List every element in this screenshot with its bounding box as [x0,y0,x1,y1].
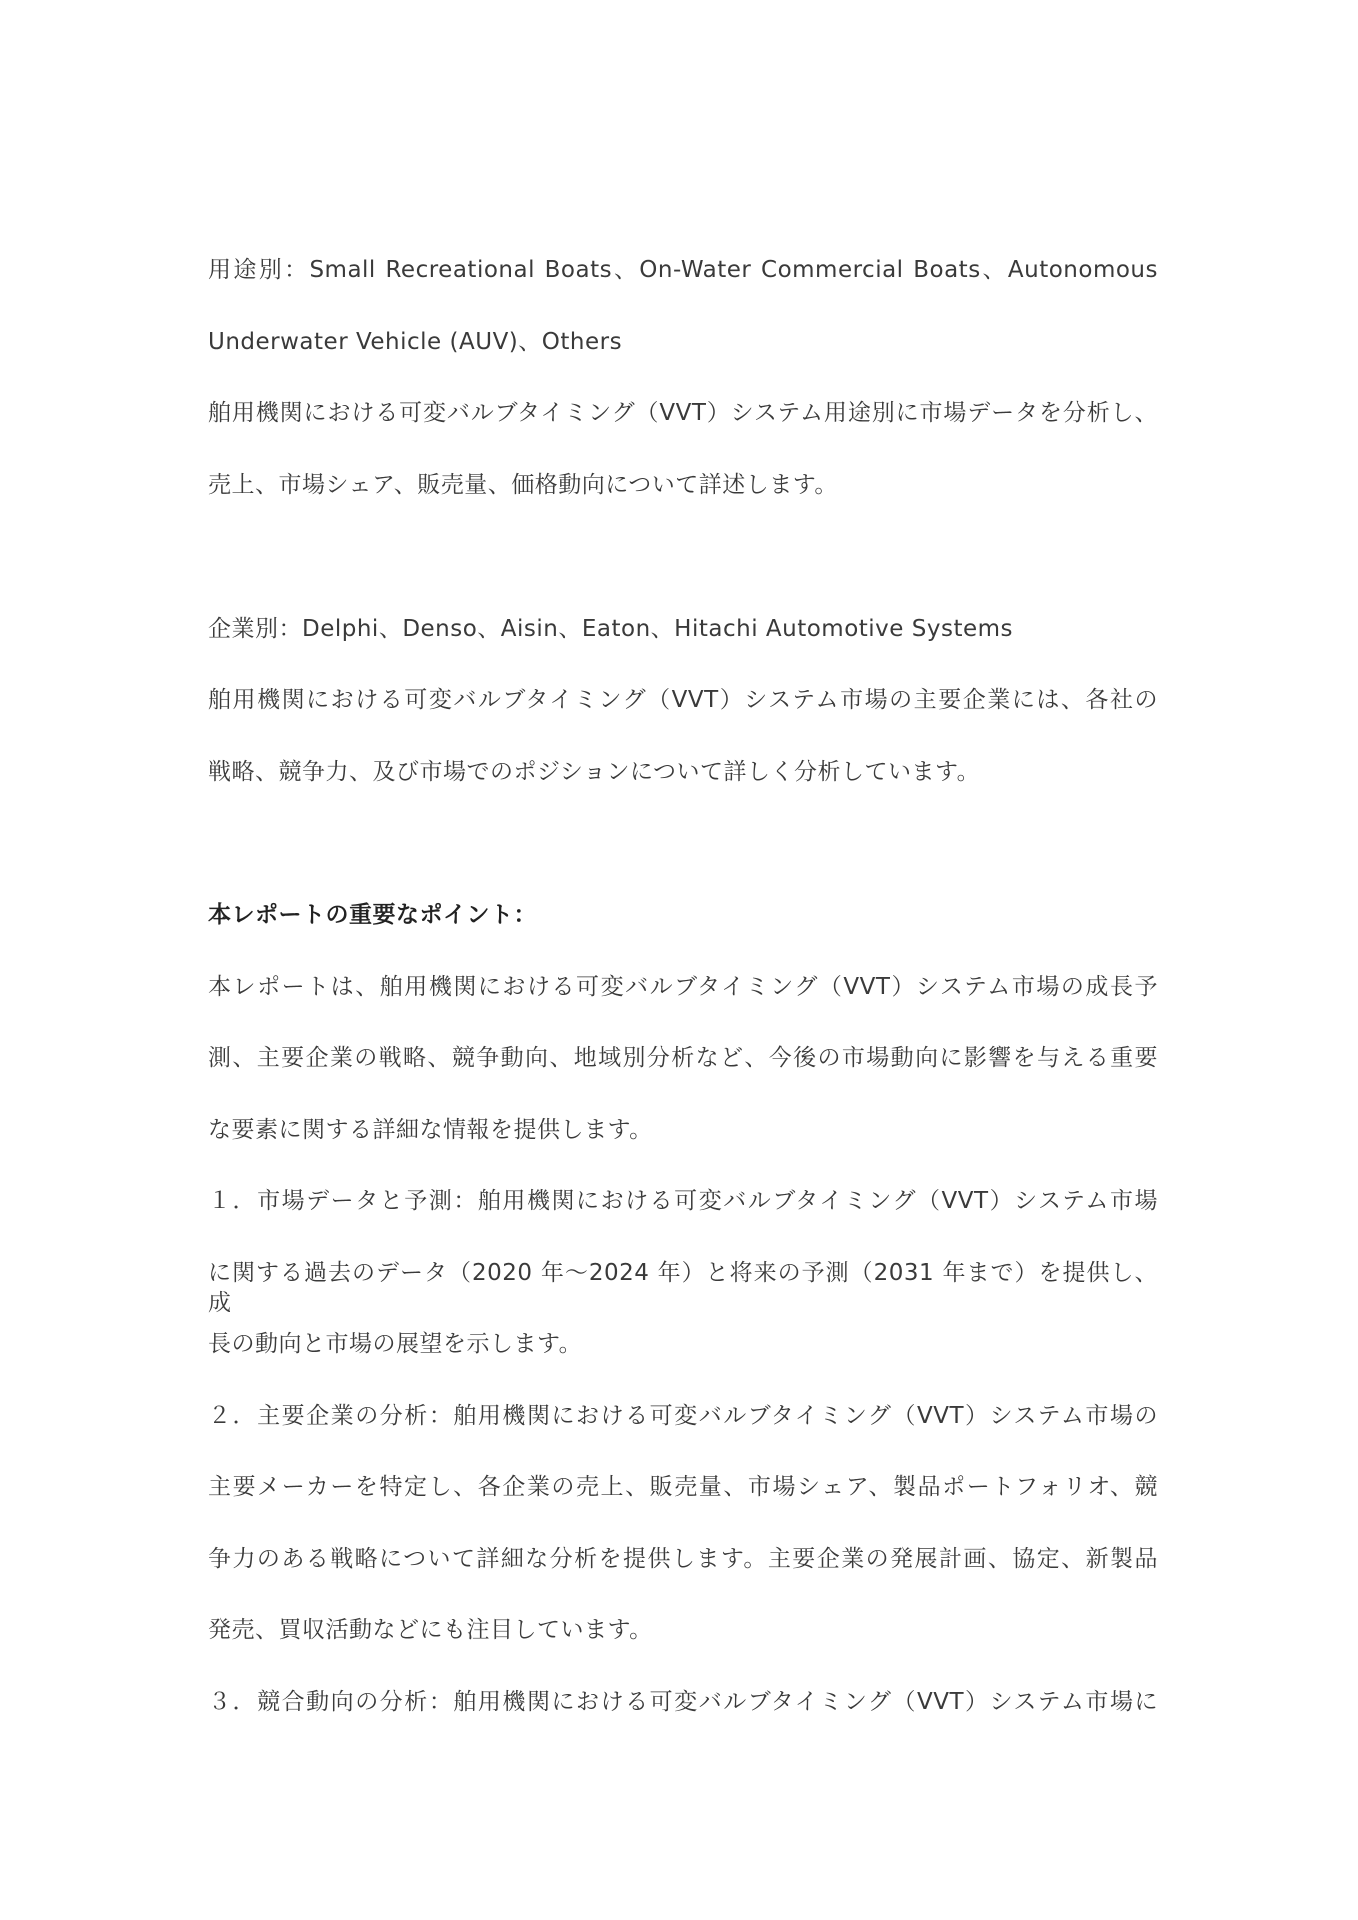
company-segment-line: 企業別：Delphi、Denso、Aisin、Eaton、Hitachi Automotive Systems [208,616,1014,642]
application-description-line-2: 売上、市場シェア、販売量、価格動向について詳述します。 [208,472,838,498]
point-2-line-1: ２．主要企業の分析：舶用機関における可変バルブタイミング（VVT）システム市場の [208,1403,1158,1429]
application-segment-line-1: 用途別：Small Recreational Boats、On-Water Commercial Boats、Autonomous [208,257,1158,283]
application-description-line-1: 舶用機関における可変バルブタイミング（VVT）システム用途別に市場データを分析し、 [208,400,1158,426]
point-1-line-1: １．市場データと予測：舶用機関における可変バルブタイミング（VVT）システム市場 [208,1188,1158,1214]
point-2-line-3: 争力のある戦略について詳細な分析を提供します。主要企業の発展計画、協定、新製品 [208,1546,1158,1572]
application-segment-line-2: Underwater Vehicle (AUV)、Others [208,329,623,355]
company-description-line-2: 戦略、競争力、及び市場でのポジションについて詳しく分析しています。 [208,759,981,785]
key-points-heading: 本レポートの重要なポイント： [208,902,537,928]
point-1-line-2: に関する過去のデータ（2020 年～2024 年）と将来の予測（2031 年まで）を提供し、成 [208,1260,1158,1316]
point-2-line-4: 発売、買収活動などにも注目しています。 [208,1617,653,1643]
key-points-intro-line-3: な要素に関する詳細な情報を提供します。 [208,1117,653,1143]
key-points-intro-line-2: 測、主要企業の戦略、競争動向、地域別分析など、今後の市場動向に影響を与える重要 [208,1045,1159,1071]
point-1-line-3: 長の動向と市場の展望を示します。 [208,1331,583,1357]
point-3-line-1: ３．競合動向の分析：舶用機関における可変バルブタイミング（VVT）システム市場に [208,1689,1158,1715]
company-description-line-1: 舶用機関における可変バルブタイミング（VVT）システム市場の主要企業には、各社の [208,687,1158,713]
key-points-intro-line-1: 本レポートは、舶用機関における可変バルブタイミング（VVT）システム市場の成長予 [208,974,1158,1000]
document-page [208,0,1158,1920]
point-2-line-2: 主要メーカーを特定し、各企業の売上、販売量、市場シェア、製品ポートフォリオ、競 [208,1474,1158,1500]
